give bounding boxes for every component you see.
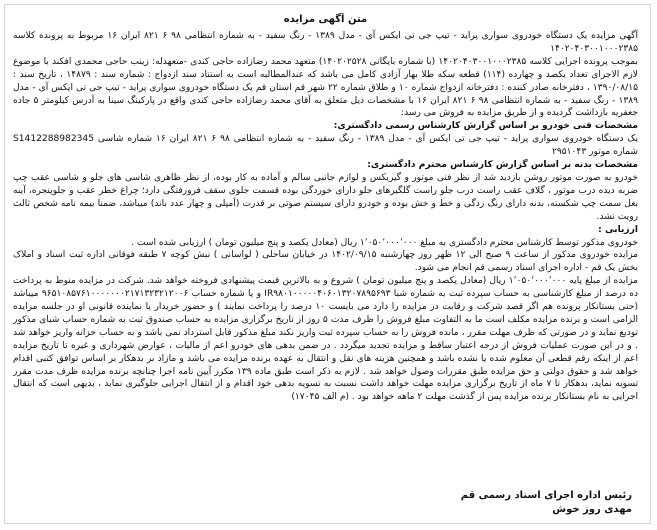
notice-body-execution: بموجب پرونده اجرایی کلاسه ۱۴۰۲۰۴۰۳۰۰۱۰۰۰۲۳۸۵ (با شماره بایگانی ۱۴۰۲۰۲۵۲۸) متعهد محمد رضازاده حاجی کندی -متعهدله: زینب حاجی محمدی افکند با موضوع لازم الاجرای تعداد یکصد و چهارده (۱۱۴) قطعه سکه طلا بهار آزادی کامل می باشد که عندالمطالبه است به استناد سند ازدواج : شماره سند : ۱۴۸۷۹ ، تاریخ سند : ۱۳۹۰/۰۸/۱۵ ، دفترخانه صادر کننده : دفترخانه ازدواج شماره ۱۰ و طلاق شماره ۲۲ شهر قم استان قم یک دستگاه خودروی سواری پراید - تیپ جی تی ایکس آی - مدل ۱۳۸۹ - رنگ سفید - به شماره انتظامی ۹۸ ۶ ۸۲۱ ایران ۱۶ با مشخصات ذیل متعلق به آقای محمد رضازاده حاجی کندی واقع در پارکینگ سینا به آدرس کیلومتر ۵ جاده جعفریه بازداشت گردیده و از طریق مزایده به فروش می رسد: [13,56,638,119]
auction-conditions: مزایده از مبلغ پایه ۱٬۰۵۰٬۰۰۰٬۰۰۰ ریال (معادل یکصد و پنج میلیون تومان ) شروع و به بالاترین قیمت پیشنهادی فروخته خواهد شد. شرکت در مزایده منوط به پرداخت ده درصد از مبلغ کارشناسی به حساب سپرده ثبت به شماره شبا IR۹۸۰۱۰۰۰۰۰۴۰۶۰۱۳۲۰۷۸۹۵۶۹۳ و یا شماره حساب ۹۶۵۱۰۸۵۷۶۱۰۰۰۰۰۰۰۲۱۷۱۳۲۳۲۱۲۰۰۶ میباشد (حتی بستانکار پرونده هم اگر قصد شرکت و رقابت در مزایده را دارد می بایست ۱۰ درصد را پرداخت نمایند ) و حضور خریدار یا نماینده قانونی او در جلسه مزایده الزامی است و برنده مزایده مکلف است ما به التفاوت مبلغ فروش را ظرف مدت ۵ روز از تاریخ برگزاری مزایده به حساب صندوق ثبت به شماره حساب شبای مذکور تودیع نماید و در صورتی که ظرف مهلت مقرر ، مانده فروش را به حساب سپرده ثبت واریز نکند مبلغ مذکور قابل استرداد نمی باشد و به حساب خزانه واریز خواهد شد . و در این صورت عملیات فروش از درجه اعتبار ساقط و مزایده تجدید میگردد . در ضمن بدهی های خودرو اعم از مالیات ، عوارض شهرداری و غیره تا تاریخ مزایده اعم از اینکه رقم قطعی آن معلوم شده یا نشده باشد و همچنین هزینه های نقل و انتقال به عهده برنده مزایده می باشد و مازاد بر بدهکار بر اساس توافق کتبی اقدام خواهد شد و حقوق دولتی و حق مزایده طبق مقررات وصول خواهد شد . لازم به ذکر است طبق ماده ۱۳۹ مکرر آیین نامه اجرا چنانچه برنده مزایده ظرف مدت مقرر تسویه نماید، بدهکار تا ۷ ماه از تاریخ برگزاری مزایده مهلت خواهد داشت نسبت به تسویه بدهی خود اقدام و از انتقال اجرایی جلوگیری نماید ، بدیهی است که انتقال اجرایی به نام بستانکار برنده مزایده پس از گذشت مهلت ۲ ماهه خواهد بود . (م الف ۱۷۰۴۵) [13,276,638,403]
notice-title: متن آگهی مزایده [283,14,368,25]
valuation-heading: ارزیابی : [598,224,638,235]
body-report-heading: مشخصات بدنه بر اساس گزارش کارشناس محترم دادگستری: [367,160,638,171]
auction-notice-document [13,13,638,517]
valuation-text: خودروی مذکور توسط کارشناس محترم دادگستری به مبلغ ۱٬۰۵۰٬۰۰۰٬۰۰۰ ریال (معادل یکصد و پنج میلیون تومان ) ارزیابی شده است . [131,237,638,248]
specs-body: یک دستگاه خودروی سواری پراید - تیپ جی تی ایکس آی - مدل ۱۳۸۹ - رنگ سفید - به شماره انتظامی ۹۸ ۶ ۸۲۱ ایران ۱۶ شماره شاسی S1412288982345 شماره موتور ۲۹۵۱۰۴۳ [13,134,638,158]
notice-frame [4,4,651,524]
signature-block [461,489,632,517]
notice-intro: آگهی مزایده یک دستگاه خودروی سواری پراید - تیپ جی تی ایکس آی - مدل ۱۳۸۹ - رنگ سفید - به شماره انتظامی ۹۸ ۶ ۸۲۱ ایران ۱۶ مربوط به پرونده کلاسه ۱۴۰۲۰۴۰۳۰۰۱۰۰۰۲۳۸۵ [13,31,638,54]
signature-name: مهدی روز خوش [552,504,632,515]
body-report-text: خودرو به صورت موتور روشن بازدید شد از نظر فنی موتور و گیربکس و لوازم جانبی سالم و آماده به کار بوده، از نظر ظاهری شاسی های جلو و شاسی عقب چپ ضربه دیده درب موتور ، گلاف عقب راست درب جلو راست گلگیرهای جلو دارای خوردگی بوده قسمت جلوی سقف فرورفتگی دارد؛ چراغ خطر عقب و جلوپنجره، آینه بغل سمت چپ شکسته، بدنه دارای رنگ زدگی و خط و خش بوده و خودرو دارای سیستم صوتی بر قدرت (آمپلی و چهار عدد باند) میباشد، ضمنا بیمه نامه شخص ثالث رویت نشد. [13,172,638,222]
signature-title: رئیس اداره اجرای اسناد رسمی قم [460,490,632,501]
specs-heading: مشخصات فنی خودرو بر اساس گزارش کارشناس رسمی دادگستری: [333,121,638,132]
auction-time-place: مزایده خودروی مذکور از ساعت ۹ صبح الی ۱۲ ظهر روز چهارشنبه ۱۴۰۲/۰۹/۱۵ در خیابان ساحلی ( لواسانی ) نبش کوچه ۷ طبقه فوقانی اداره ثبت اسناد و املاک بخش یک قم - اداره اجرای اسناد رسمی قم انجام می شود. [13,250,638,274]
